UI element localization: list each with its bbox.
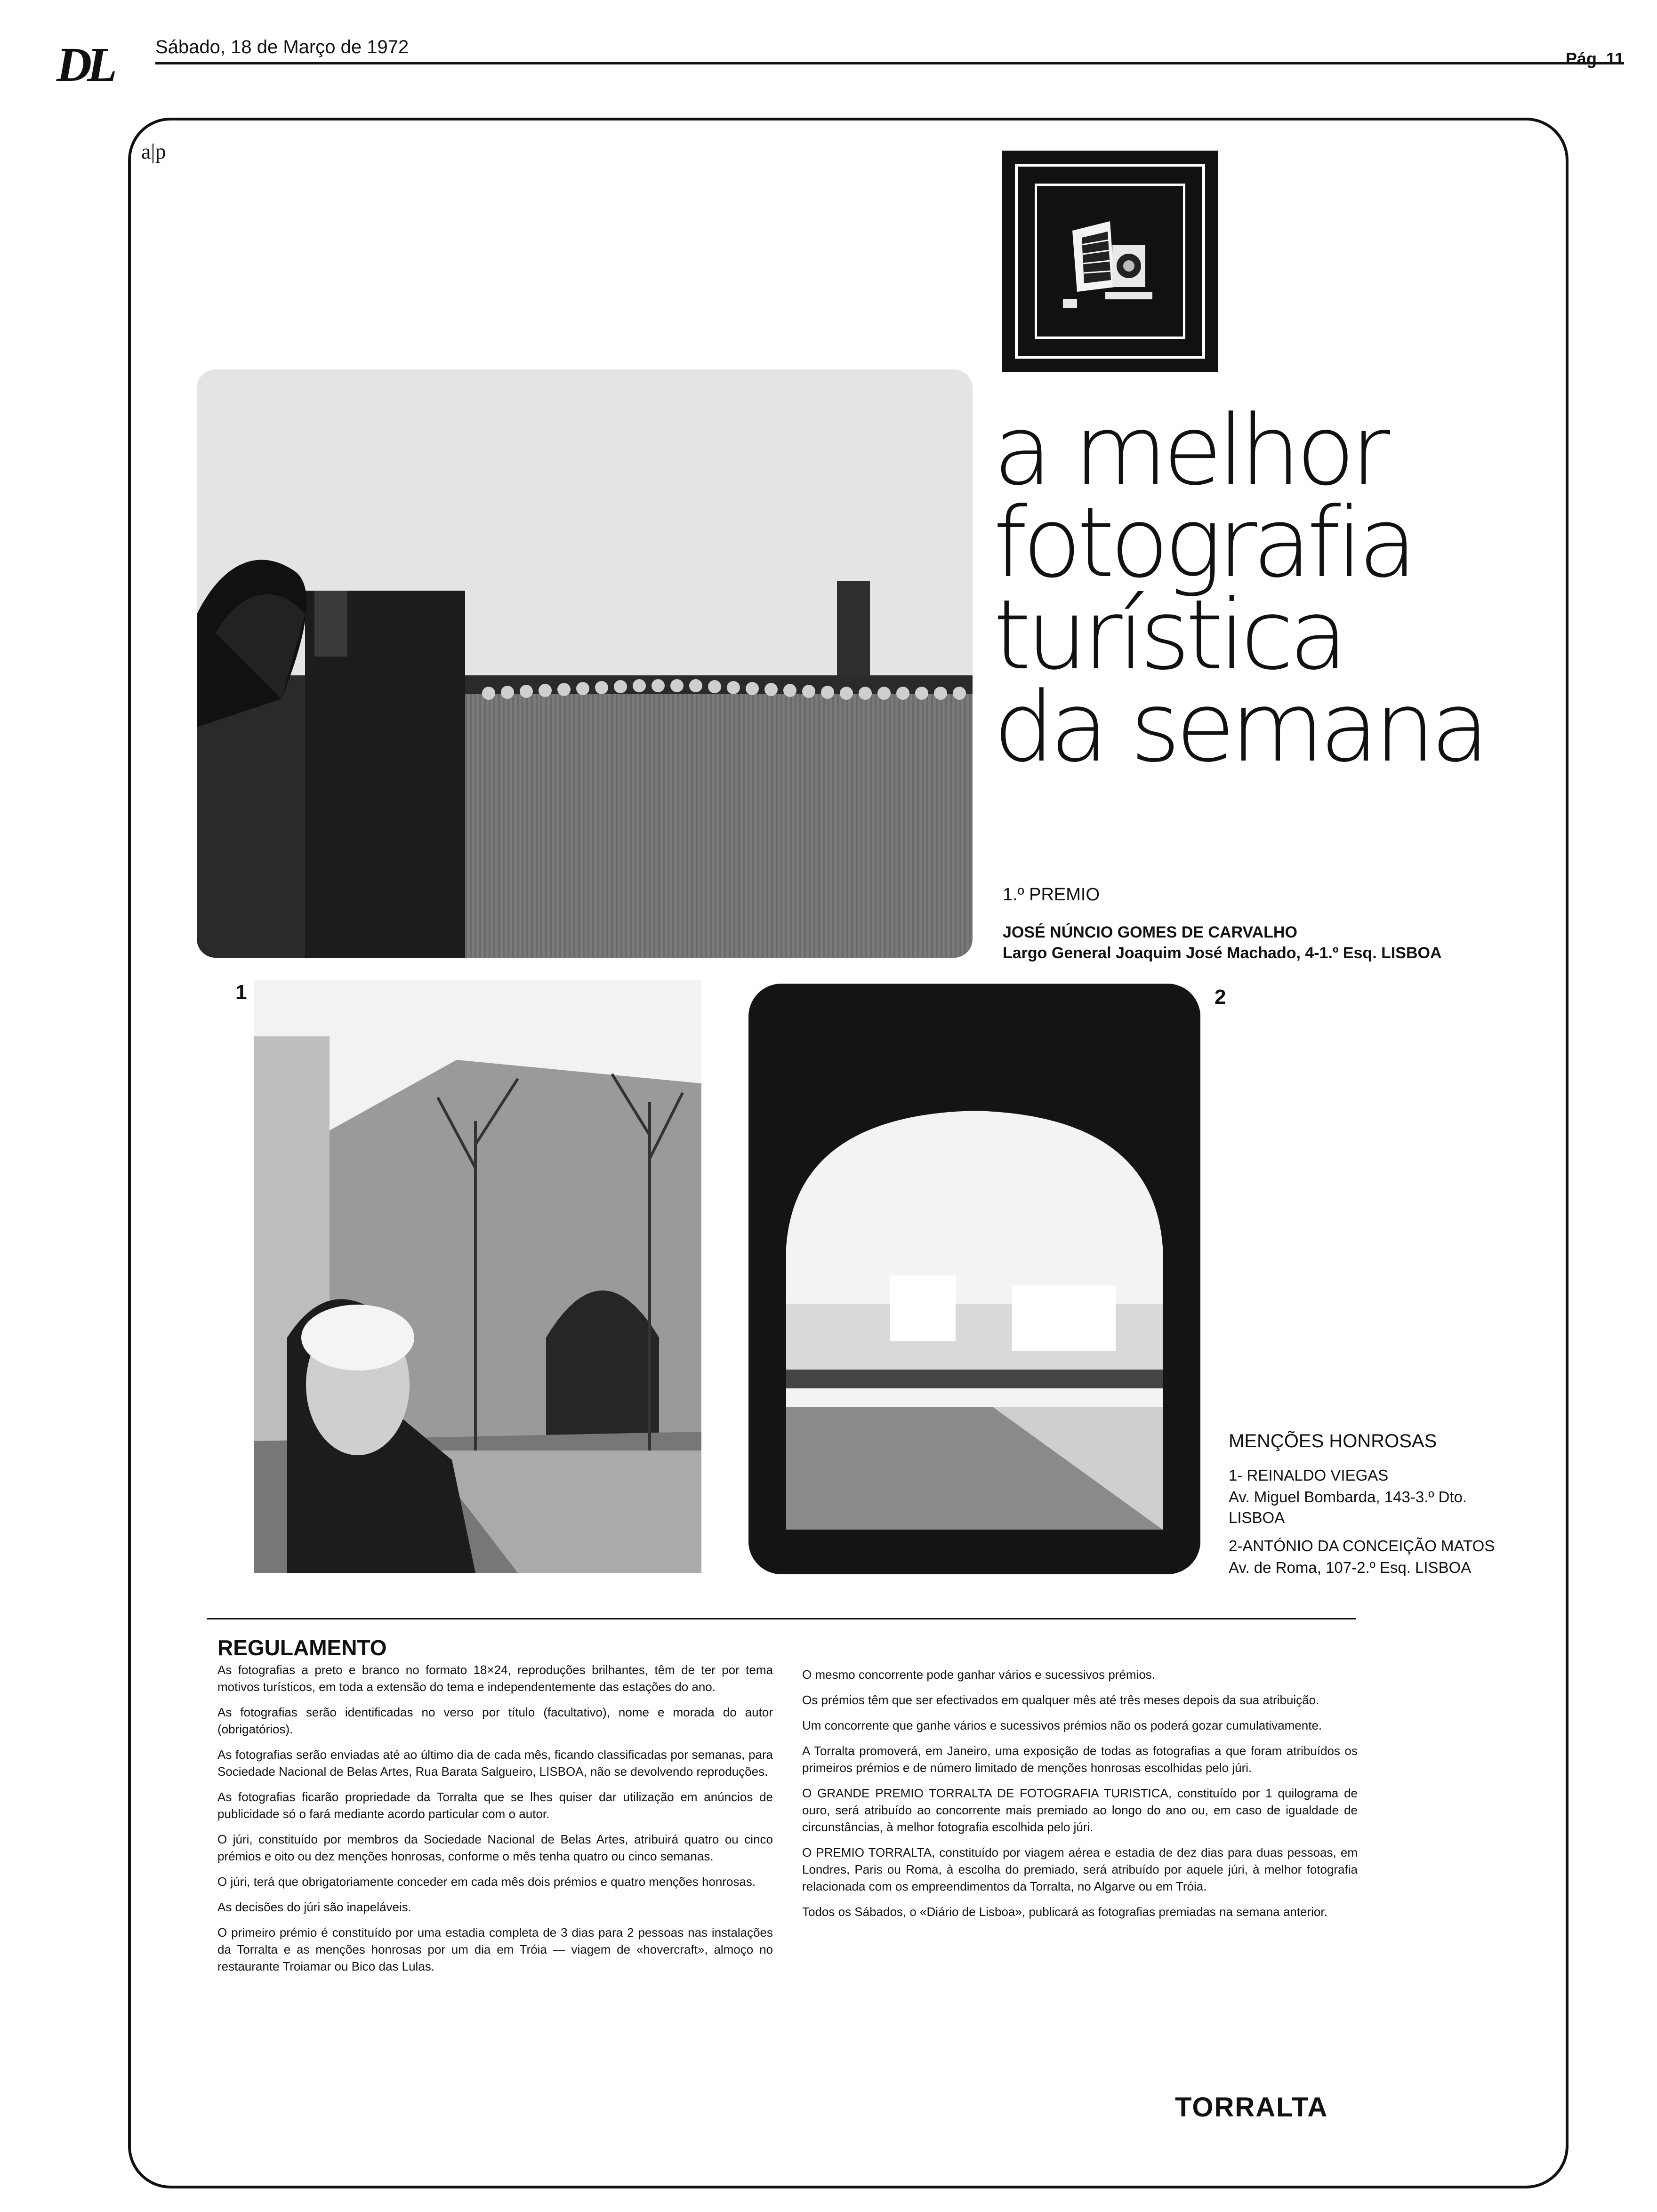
mentions-title: MENÇÕES HONROSAS [1229, 1431, 1437, 1451]
mention-photo-1 [254, 980, 701, 1573]
rule-paragraph: O mesmo concorrente pode ganhar vários e sucessivos prémios. [802, 1667, 1156, 1682]
mention-line: LISBOA [1229, 1509, 1285, 1526]
rule-paragraph: As fotografias serão enviadas até ao último dia de cada mês, ficando classificadas por semanas, para Sociedade Nacional de Belas Artes, Rua Barata Salgueiro, LISBOA, não se devolvendo reproduções. [217, 1747, 773, 1779]
camera-logo [1002, 151, 1218, 372]
photo-label-2: 2 [1215, 986, 1226, 1009]
winner-name: JOSÉ NÚNCIO GOMES DE CARVALHO [1003, 923, 1297, 941]
page-number: Pág. 11 [1565, 49, 1624, 68]
headline [993, 395, 1558, 784]
headline-line: fotografia [993, 487, 1413, 599]
rules-title: REGULAMENTO [217, 1635, 387, 1660]
rule-paragraph: As fotografias serão identificadas no verso por título (facultativo), nome e morada do autor (obrigatórios). [217, 1705, 773, 1736]
headline-line: a melhor [993, 395, 1386, 507]
mention-line: Av. de Roma, 107-2.º Esq. LISBOA [1229, 1559, 1472, 1576]
photo-label-1: 1 [235, 981, 247, 1004]
brand-logo: TORRALTA [1175, 2092, 1328, 2123]
headline-line: turística [993, 579, 1344, 691]
rule-paragraph: O PREMIO TORRALTA, constituído por viagem aérea e estadia de dez dias para duas pessoas, em Londres, Paris ou Roma, à escolha do premiado, será atribuído por aquele júri, à melhor fotografia relacionada com os empreendimentos da Torralta, no Algarve ou em Tróia. [802, 1845, 1358, 1893]
rule-paragraph: O júri, terá que obrigatoriamente conceder em cada mês dois prémios e quatro menções honrosas. [217, 1875, 756, 1889]
prize-label: 1.º PREMIO [1003, 885, 1100, 905]
camera-icon [1054, 202, 1166, 315]
rule-paragraph: Os prémios têm que ser efectivados em qualquer mês até três meses depois da sua atribuição. [802, 1693, 1319, 1707]
mention-photo-2 [748, 984, 1200, 1574]
agency-mark: a|p [141, 139, 166, 163]
issue-date: Sábado, 18 de Março de 1972 [155, 37, 409, 57]
mention-line: 1- REINALDO VIEGAS [1229, 1467, 1389, 1484]
rule-paragraph: As fotografias a preto e branco no formato 18×24, reproduções brilhantes, têm de ter por tema motivos turísticos, em toda a extensão do tema e independentemente das estações do ano. [217, 1663, 773, 1694]
winner-address: Largo General Joaquim José Machado, 4-1.º Esq. LISBOA [1003, 944, 1442, 962]
mention-photo-2-scene [748, 984, 1200, 1574]
rule-paragraph: Todos os Sábados, o «Diário de Lisboa», publicará as fotografias premiadas na semana anterior. [802, 1905, 1327, 1919]
winning-photo-scene [197, 369, 973, 958]
rule-paragraph: O GRANDE PREMIO TORRALTA DE FOTOGRAFIA TURISTICA, constituído por 1 quilograma de ouro, será atribuído ao concorrente mais premiado ao longo do ano ou, em caso de igualdade de circunstâncias, à melhor fotografia escolhida pelo júri. [802, 1786, 1358, 1834]
winning-photo [197, 369, 973, 958]
rule-paragraph: As fotografias ficarão propriedade da Torralta que se lhes quiser dar utilização em anúncios de publicidade só o fará mediante acordo particular com o autor. [217, 1790, 773, 1821]
masthead [56, 28, 1624, 92]
masthead-rule [155, 62, 1624, 64]
rule-paragraph: O primeiro prémio é constituído por uma estadia completa de 3 dias para 2 pessoas nas instalações da Torralta e as menções honrosas por um dia em Tróia — viagem de «hovercraft», almoço no restaurante Troiamar ou Bico das Lulas. [217, 1925, 773, 1973]
headline-line: da semana [993, 672, 1485, 784]
rules-column-right [802, 1666, 1358, 1929]
rule-paragraph: As decisões do júri são inapeláveis. [217, 1900, 411, 1914]
newspaper-logo: DL [56, 38, 113, 92]
mention-line: 2-ANTÓNIO DA CONCEIÇÃO MATOS [1229, 1537, 1495, 1555]
rule-paragraph: O júri, constituído por membros da Sociedade Nacional de Belas Artes, atribuirá quatro ou cinco prémios e oito ou dez menções honrosas, conforme o mês tenha quatro ou cinco semanas. [217, 1832, 773, 1863]
mention-photo-1-scene [254, 980, 701, 1573]
rule-paragraph: Um concorrente que ganhe vários e sucessivos prémios não os poderá gozar cumulativamente. [802, 1718, 1322, 1732]
section-rule [207, 1618, 1356, 1619]
rule-paragraph: A Torralta promoverá, em Janeiro, uma exposição de todas as fotografias a que foram atribuídos os primeiros prémios e de número limitado de menções honrosas escolhidas pelo júri. [802, 1744, 1358, 1775]
mention-line: Av. Miguel Bombarda, 143-3.º Dto. [1229, 1488, 1467, 1506]
rules-column-left [217, 1661, 773, 1983]
